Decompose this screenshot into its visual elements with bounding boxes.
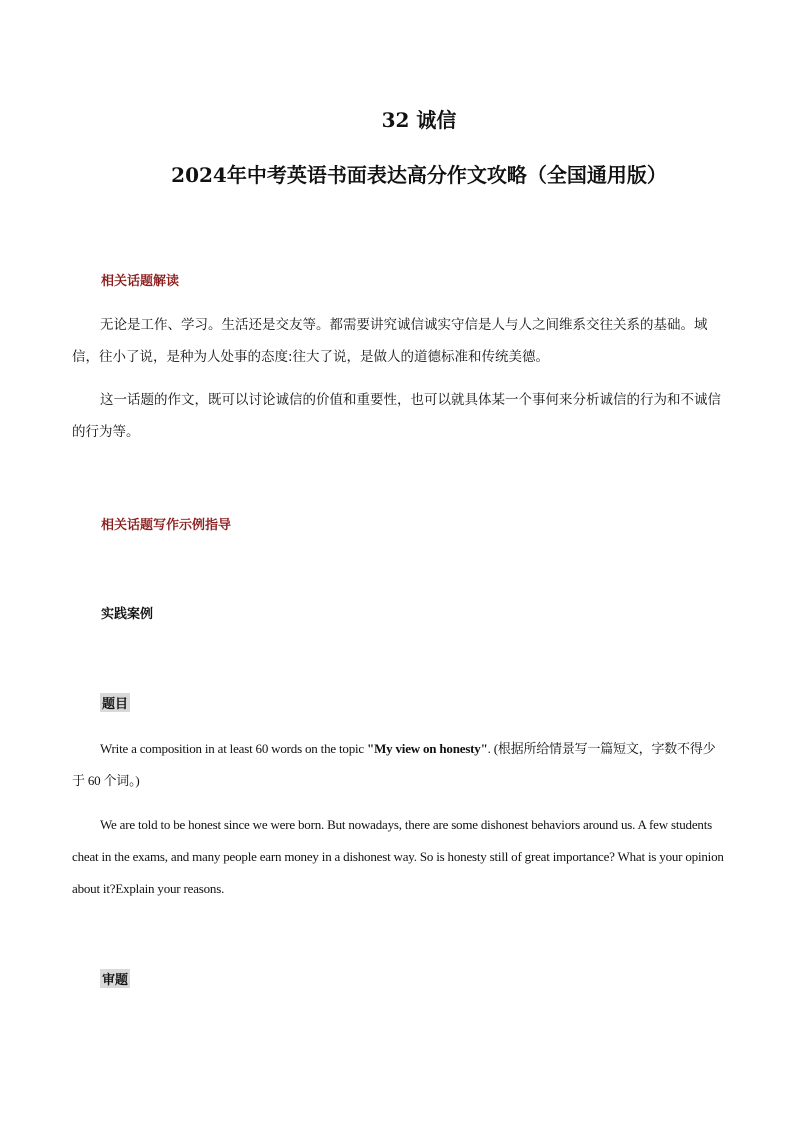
- case-label: 实践案例: [101, 607, 154, 622]
- page-title: 32 诚信: [381, 108, 457, 132]
- topic-tag: 题目: [100, 693, 130, 712]
- page-subtitle: 2024年中考英语书面表达高分作文攻略（全国通用版）: [171, 163, 667, 187]
- paragraph: 无论是工作、学习。生活还是交友等。都需要讲究诚信诚实守信是人与人之间维系交往关系的基础。域信，往小了说，是种为人处事的态度:往大了说，是做人的道德标准和传统美德。: [72, 317, 708, 365]
- prompt-prefix: Write a composition in at least 60 words on the topic: [100, 741, 368, 756]
- prompt-topic: "My view on honesty": [367, 741, 488, 756]
- writing-prompt: [72, 733, 727, 797]
- prompt-suffix: . (根据所给情景写一篇短文，字数不得少于 60 个词。): [72, 741, 716, 788]
- prompt-body: We are told to be honest since we were born. But nowadays, there are some dishonest behaviors around us. A few students cheat in the exams, and many people earn money in a dishonest way. So is honesty still of great importance? What is your opinion about it?Explain your reasons.: [72, 817, 724, 896]
- section-heading-writing-guide: 相关话题写作示例指导: [101, 518, 232, 533]
- section-heading-interpretation: 相关话题解读: [101, 274, 180, 289]
- review-tag: 审题: [100, 969, 130, 988]
- paragraph: 这一话题的作文，既可以讨论诚信的价值和重要性，也可以就具体某一个事何来分析诚信的行为和不诚信的行为等。: [72, 392, 721, 440]
